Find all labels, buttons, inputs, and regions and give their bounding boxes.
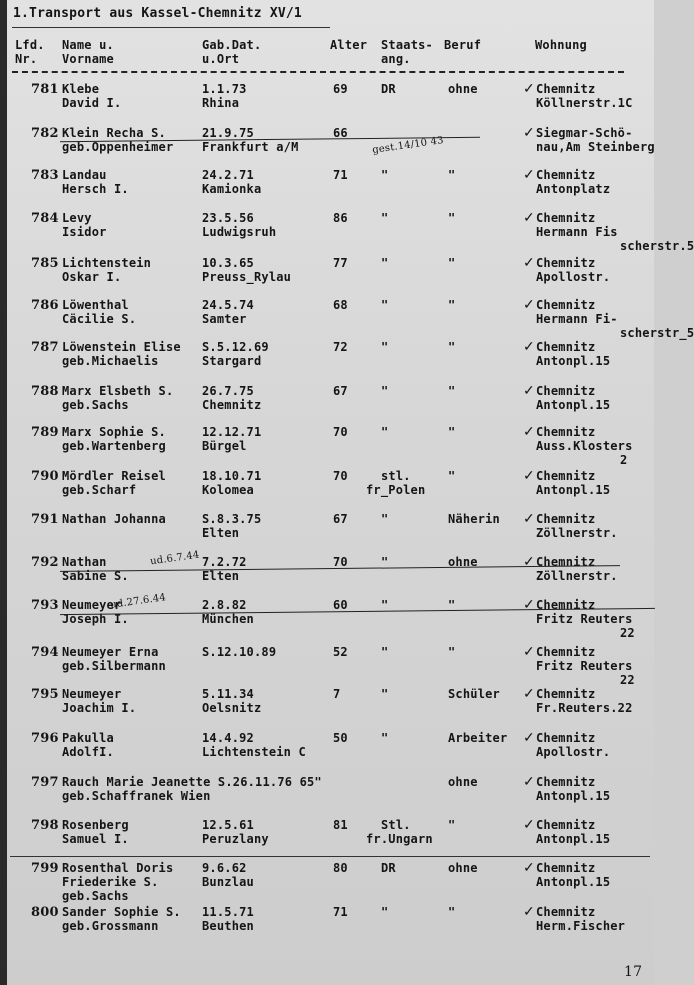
- entry-number: 785: [31, 256, 59, 271]
- entry-name: Marx Elsbeth S.: [62, 384, 174, 398]
- entry-birth-date: S.5.12.69: [202, 340, 269, 354]
- entry-name: Mördler Reisel: [62, 469, 166, 483]
- entry-citizenship: ": [381, 425, 389, 439]
- entry-residence-line3: 22: [620, 673, 635, 687]
- page-number-mark: 17: [624, 964, 643, 980]
- entry-birth-date: S.12.10.89: [202, 645, 277, 659]
- entry-number: 786: [31, 298, 59, 313]
- entry-number: 796: [31, 731, 59, 746]
- entry-name-line2: geb.Sachs: [62, 398, 129, 412]
- entry-age: 52: [333, 645, 348, 659]
- entry-name-line2: geb.Wartenberg: [62, 439, 166, 453]
- entry-residence-street: Antonplatz: [536, 182, 611, 196]
- entry-name-line2: Samuel I.: [62, 832, 129, 846]
- entry-birth-date: S.8.3.75: [202, 512, 262, 526]
- entry-name-line2: geb.Oppenheimer: [62, 140, 174, 154]
- entry-name: Neumeyer: [62, 598, 122, 612]
- entry-birth-place: München: [202, 612, 254, 626]
- header-name-line1: Name u.: [62, 38, 114, 52]
- entry-number: 789: [31, 425, 59, 440]
- entry-residence-street: Antonpl.15: [536, 398, 611, 412]
- check-mark-icon: ✓: [523, 904, 535, 920]
- entry-citizenship: ": [381, 687, 389, 701]
- entry-residence-street: Zöllnerstr.: [536, 569, 618, 583]
- header-staats-line2: ang.: [381, 52, 411, 66]
- entry-age: 77: [333, 256, 348, 270]
- entry-residence-street: Antonpl.15: [536, 832, 611, 846]
- entry-citizenship: Stl.: [381, 818, 411, 832]
- entry-birth-date: 26.7.75: [202, 384, 254, 398]
- entry-number: 782: [31, 126, 59, 141]
- entry-name: Klein Recha S.: [62, 126, 166, 140]
- entry-residence-city: Chemnitz: [536, 555, 596, 569]
- entry-number: 783: [31, 168, 59, 183]
- entry-occupation: Arbeiter: [448, 731, 508, 745]
- check-mark-icon: ✓: [523, 511, 535, 527]
- entry-residence-street: Apollostr.: [536, 270, 611, 284]
- entry-birth-place: Frankfurt a/M: [202, 140, 299, 154]
- entry-occupation: ": [448, 818, 456, 832]
- check-mark-icon: ✓: [523, 817, 535, 833]
- entry-citizenship-line2: fr_Polen: [366, 483, 426, 497]
- entry-name: Levy: [62, 211, 92, 225]
- entry-age: 71: [333, 905, 348, 919]
- entry-citizenship: DR: [381, 82, 396, 96]
- check-mark-icon: ✓: [523, 468, 535, 484]
- entry-occupation: ": [448, 256, 456, 270]
- entry-name: Sander Sophie S.: [62, 905, 181, 919]
- entry-birth-date: 21.9.75: [202, 126, 254, 140]
- entry-occupation: ": [448, 645, 456, 659]
- entry-name: Pakulla: [62, 731, 114, 745]
- handwritten-annotation: ud.6.7.44: [149, 549, 201, 568]
- entry-age: 70: [333, 469, 348, 483]
- entry-citizenship: ": [381, 298, 389, 312]
- entry-name-line2: geb.Schaffranek Wien: [62, 789, 211, 803]
- entry-occupation: ": [448, 340, 456, 354]
- entry-name: Lichtenstein: [62, 256, 152, 270]
- entry-residence-city: Chemnitz: [536, 598, 596, 612]
- entry-name-line2: Joachim I.: [62, 701, 137, 715]
- entry-birth-date: 10.3.65: [202, 256, 254, 270]
- entry-number: 795: [31, 687, 59, 702]
- entry-residence-street: Köllnerstr.1C: [536, 96, 633, 110]
- entry-birth-date: 18.10.71: [202, 469, 262, 483]
- header-lfd-line1: Lfd.: [15, 38, 45, 52]
- entry-residence-city: Chemnitz: [536, 905, 596, 919]
- entry-age: 81: [333, 818, 348, 832]
- entry-name-line3: geb.Sachs: [62, 889, 129, 903]
- check-mark-icon: ✓: [523, 339, 535, 355]
- entry-number: 794: [31, 645, 59, 660]
- entry-residence-city: Chemnitz: [536, 861, 596, 875]
- check-mark-icon: ✓: [523, 383, 535, 399]
- entry-citizenship: stl.: [381, 469, 411, 483]
- entry-residence-city: Chemnitz: [536, 512, 596, 526]
- entry-residence-street: Antonpl.15: [536, 483, 611, 497]
- entry-occupation: ohne: [448, 775, 478, 789]
- entry-number: 791: [31, 512, 59, 527]
- entry-birth-date: 14.4.92: [202, 731, 254, 745]
- handwritten-annotation: ud.27.6.44: [109, 592, 167, 611]
- entry-name: Nathan Johanna: [62, 512, 166, 526]
- entry-residence-street: Apollostr.: [536, 745, 611, 759]
- entry-name-line2: Friederike S.: [62, 875, 159, 889]
- entry-birth-date: 11.5.71: [202, 905, 254, 919]
- entry-birth-date: 12.5.61: [202, 818, 254, 832]
- check-mark-icon: ✓: [523, 125, 535, 141]
- entry-occupation: ": [448, 384, 456, 398]
- entry-residence-street: nau,Am Steinberg: [536, 140, 655, 154]
- entry-name: Neumeyer Erna: [62, 645, 159, 659]
- header-gab-line2: u.Ort: [202, 52, 240, 66]
- check-mark-icon: ✓: [523, 597, 535, 613]
- entry-birth-place: Peruzlany: [202, 832, 269, 846]
- entry-birth-place: Bürgel: [202, 439, 247, 453]
- entry-name: Landau: [62, 168, 107, 182]
- check-mark-icon: ✓: [523, 686, 535, 702]
- entry-birth-place: Preuss_Rylau: [202, 270, 292, 284]
- entry-birth-date: 24.5.74: [202, 298, 254, 312]
- entry-occupation: ": [448, 598, 456, 612]
- check-mark-icon: ✓: [523, 644, 535, 660]
- entry-number: 793: [31, 598, 59, 613]
- entry-occupation: Näherin: [448, 512, 500, 526]
- entry-age: 50: [333, 731, 348, 745]
- check-mark-icon: ✓: [523, 424, 535, 440]
- entry-number: 781: [31, 82, 59, 97]
- entry-citizenship: ": [381, 555, 389, 569]
- entry-birth-place: Lichtenstein C: [202, 745, 306, 759]
- entry-residence-line3: scherstr_5: [620, 326, 694, 340]
- entry-residence-city: Chemnitz: [536, 298, 596, 312]
- entry-residence-street: Antonpl.15: [536, 875, 611, 889]
- entry-residence-city: Chemnitz: [536, 168, 596, 182]
- entry-name: Neumeyer: [62, 687, 122, 701]
- entry-residence-street: Hermann Fi-: [536, 312, 618, 326]
- entry-occupation: ohne: [448, 82, 478, 96]
- entry-birth-date: 23.5.56: [202, 211, 254, 225]
- title-underline: [12, 27, 330, 28]
- entry-occupation: ": [448, 425, 456, 439]
- entry-name: Rauch Marie Jeanette S.26.11.76 65": [62, 775, 322, 789]
- entry-birth-place: Elten: [202, 526, 240, 540]
- entry-number: 800: [31, 905, 59, 920]
- entry-occupation: ohne: [448, 555, 478, 569]
- entry-birth-date: 5.11.34: [202, 687, 254, 701]
- header-staats-line1: Staats-: [381, 38, 433, 52]
- entry-age: 80: [333, 861, 348, 875]
- entry-name-line2: Hersch I.: [62, 182, 129, 196]
- entry-name-line2: AdolfI.: [62, 745, 114, 759]
- entry-citizenship-line2: fr.Ungarn: [366, 832, 433, 846]
- entry-birth-place: Oelsnitz: [202, 701, 262, 715]
- check-mark-icon: ✓: [523, 81, 535, 97]
- entry-birth-place: Bunzlau: [202, 875, 254, 889]
- entry-age: 60: [333, 598, 348, 612]
- entry-residence-city: Chemnitz: [536, 384, 596, 398]
- entry-citizenship: ": [381, 905, 389, 919]
- entry-number: 799: [31, 861, 59, 876]
- entry-residence-street: Herm.Fischer: [536, 919, 626, 933]
- entry-age: 70: [333, 425, 348, 439]
- entry-residence-street: Auss.Klosters: [536, 439, 633, 453]
- entry-citizenship: ": [381, 211, 389, 225]
- entry-residence-street: Antonpl.15: [536, 789, 611, 803]
- entry-residence-city: Chemnitz: [536, 731, 596, 745]
- entry-occupation: ohne: [448, 861, 478, 875]
- entry-citizenship: ": [381, 384, 389, 398]
- check-mark-icon: ✓: [523, 730, 535, 746]
- check-mark-icon: ✓: [523, 297, 535, 313]
- entry-residence-street: Antonpl.15: [536, 354, 611, 368]
- entry-name-line2: geb.Grossmann: [62, 919, 159, 933]
- check-mark-icon: ✓: [523, 860, 535, 876]
- entry-occupation: ": [448, 211, 456, 225]
- entry-residence-street: Fritz Reuters: [536, 612, 633, 626]
- entry-name-line2: Joseph I.: [62, 612, 129, 626]
- entry-name-line2: Isidor: [62, 225, 107, 239]
- entry-birth-date: 2.8.82: [202, 598, 247, 612]
- entry-residence-city: Chemnitz: [536, 687, 596, 701]
- entry-age: 72: [333, 340, 348, 354]
- entry-citizenship: DR: [381, 861, 396, 875]
- entry-residence-city: Siegmar-Schö-: [536, 126, 633, 140]
- entry-number: 797: [31, 775, 59, 790]
- entry-residence-street: Hermann Fis: [536, 225, 618, 239]
- entry-birth-date: 1.1.73: [202, 82, 247, 96]
- entry-citizenship: ": [381, 340, 389, 354]
- entry-name-line2: David I.: [62, 96, 122, 110]
- header-beruf: Beruf: [444, 38, 482, 52]
- entry-age: 68: [333, 298, 348, 312]
- entry-name: Rosenberg: [62, 818, 129, 832]
- entry-number: 798: [31, 818, 59, 833]
- entry-name: Rosenthal Doris: [62, 861, 174, 875]
- entry-residence-street: Fritz Reuters: [536, 659, 633, 673]
- entry-occupation: Schüler: [448, 687, 500, 701]
- entry-birth-date: 9.6.62: [202, 861, 247, 875]
- entry-residence-city: Chemnitz: [536, 256, 596, 270]
- entry-age: 66: [333, 126, 348, 140]
- entry-residence-city: Chemnitz: [536, 340, 596, 354]
- entry-age: 70: [333, 555, 348, 569]
- entry-birth-place: Stargard: [202, 354, 262, 368]
- entry-number: 787: [31, 340, 59, 355]
- entry-residence-city: Chemnitz: [536, 469, 596, 483]
- check-mark-icon: ✓: [523, 774, 535, 790]
- entry-birth-place: Beuthen: [202, 919, 254, 933]
- entry-birth-place: Chemnitz: [202, 398, 262, 412]
- entry-name-line2: geb.Silbermann: [62, 659, 166, 673]
- header-lfd-line2: Nr.: [15, 52, 38, 66]
- handwritten-annotation: gest.14/10 43: [371, 135, 445, 156]
- document-title: 1.Transport aus Kassel-Chemnitz XV/1: [13, 6, 302, 21]
- entry-residence-city: Chemnitz: [536, 775, 596, 789]
- entry-residence-city: Chemnitz: [536, 211, 596, 225]
- entry-residence-city: Chemnitz: [536, 82, 596, 96]
- entry-number: 784: [31, 211, 59, 226]
- entry-age: 67: [333, 512, 348, 526]
- entry-name: Marx Sophie S.: [62, 425, 166, 439]
- entry-name-line2: geb.Michaelis: [62, 354, 159, 368]
- page-edge-shadow: [0, 0, 7, 985]
- entry-age: 86: [333, 211, 348, 225]
- entry-citizenship: ": [381, 598, 389, 612]
- check-mark-icon: ✓: [523, 554, 535, 570]
- entry-residence-street: Fr.Reuters.22: [536, 701, 633, 715]
- entry-name-line2: Cäcilie S.: [62, 312, 137, 326]
- check-mark-icon: ✓: [523, 210, 535, 226]
- entry-residence-city: Chemnitz: [536, 818, 596, 832]
- header-wohnung: Wohnung: [535, 38, 587, 52]
- entry-age: 67: [333, 384, 348, 398]
- entry-residence-line3: 2: [620, 453, 628, 467]
- entry-citizenship: ": [381, 645, 389, 659]
- entry-occupation: ": [448, 298, 456, 312]
- entry-residence-line3: scherstr.5: [620, 239, 694, 253]
- entry-birth-date: 12.12.71: [202, 425, 262, 439]
- entry-age: 69: [333, 82, 348, 96]
- header-name-line2: Vorname: [62, 52, 114, 66]
- entry-citizenship: ": [381, 256, 389, 270]
- entry-birth-place: Samter: [202, 312, 247, 326]
- entry-name: Löwenthal: [62, 298, 129, 312]
- entry-name-line2: Sabine S.: [62, 569, 129, 583]
- header-gab-line1: Gab.Dat.: [202, 38, 262, 52]
- entry-birth-place: Rhina: [202, 96, 240, 110]
- entry-residence-city: Chemnitz: [536, 645, 596, 659]
- entry-name-line2: geb.Scharf: [62, 483, 137, 497]
- entry-occupation: ": [448, 469, 456, 483]
- entry-birth-place: Kamionka: [202, 182, 262, 196]
- entry-birth-date: 7.2.72: [202, 555, 247, 569]
- entry-birth-place: Kolomea: [202, 483, 254, 497]
- entry-occupation: ": [448, 905, 456, 919]
- entry-birth-date: 24.2.71: [202, 168, 254, 182]
- entry-number: 788: [31, 384, 59, 399]
- entry-name: Klebe: [62, 82, 100, 96]
- entry-age: 7: [333, 687, 341, 701]
- entry-number: 792: [31, 555, 59, 570]
- check-mark-icon: ✓: [523, 167, 535, 183]
- entry-age: 71: [333, 168, 348, 182]
- section-divider: [10, 856, 650, 857]
- entry-name-line2: Oskar I.: [62, 270, 122, 284]
- check-mark-icon: ✓: [523, 255, 535, 271]
- entry-residence-city: Chemnitz: [536, 425, 596, 439]
- entry-residence-street: Zöllnerstr.: [536, 526, 618, 540]
- header-dashed-rule: [12, 71, 624, 73]
- entry-citizenship: ": [381, 168, 389, 182]
- entry-birth-place: Elten: [202, 569, 240, 583]
- entry-citizenship: ": [381, 731, 389, 745]
- entry-name: Löwenstein Elise: [62, 340, 181, 354]
- entry-number: 790: [31, 469, 59, 484]
- entry-occupation: ": [448, 168, 456, 182]
- entry-citizenship: ": [381, 512, 389, 526]
- entry-name: Nathan: [62, 555, 107, 569]
- header-alter: Alter: [330, 38, 368, 52]
- entry-birth-place: Ludwigsruh: [202, 225, 277, 239]
- entry-residence-line3: 22: [620, 626, 635, 640]
